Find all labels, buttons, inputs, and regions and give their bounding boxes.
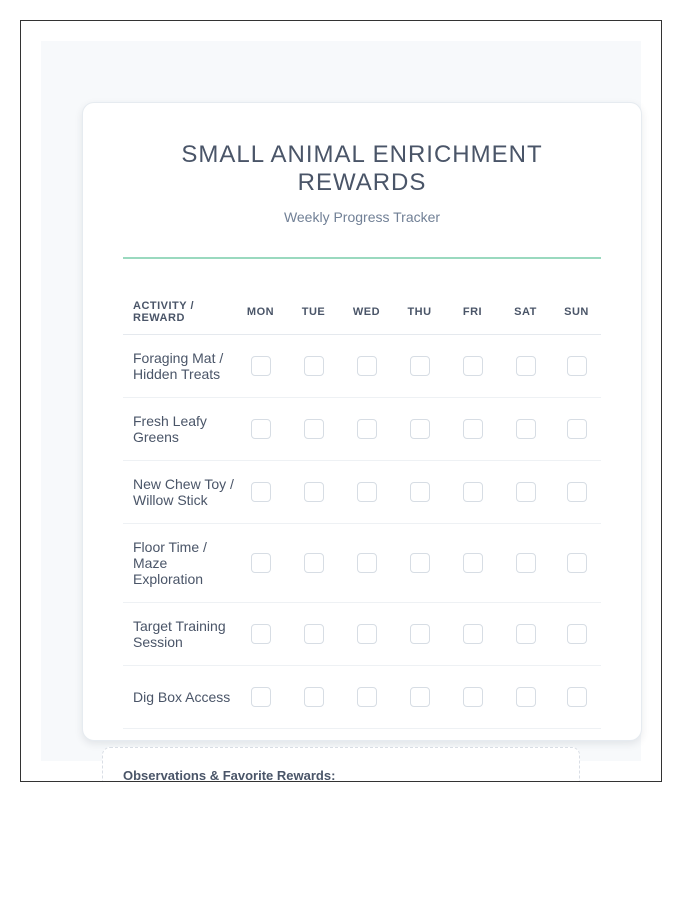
checkbox-wed[interactable]: [357, 553, 377, 573]
checkbox-sat[interactable]: [516, 624, 536, 644]
observations-notes-box[interactable]: [102, 747, 580, 782]
checkbox-thu[interactable]: [410, 687, 430, 707]
background-panel: [41, 41, 641, 761]
checkbox-wed[interactable]: [357, 687, 377, 707]
checkbox-mon[interactable]: [251, 482, 271, 502]
checkbox-sat[interactable]: [516, 482, 536, 502]
table-row: [123, 335, 601, 398]
tracker-card: [82, 102, 642, 741]
checkbox-wed[interactable]: [357, 482, 377, 502]
table-row: [123, 666, 601, 729]
day-header-sun: SUN: [552, 289, 601, 335]
checkbox-sun[interactable]: [567, 419, 587, 439]
checkbox-mon[interactable]: [251, 553, 271, 573]
checkbox-mon[interactable]: [251, 624, 271, 644]
checkbox-thu[interactable]: [410, 356, 430, 376]
activity-label: Foraging Mat / Hidden Treats: [123, 335, 234, 398]
checkbox-fri[interactable]: [463, 419, 483, 439]
checkbox-thu[interactable]: [410, 419, 430, 439]
day-header-wed: WED: [340, 289, 393, 335]
activity-label: Fresh Leafy Greens: [123, 398, 234, 461]
checkbox-wed[interactable]: [357, 624, 377, 644]
checkbox-sun[interactable]: [567, 356, 587, 376]
checkbox-thu[interactable]: [410, 482, 430, 502]
checkbox-fri[interactable]: [463, 356, 483, 376]
activity-column-header: ACTIVITY / REWARD: [123, 289, 234, 335]
checkbox-sun[interactable]: [567, 553, 587, 573]
checkbox-sat[interactable]: [516, 419, 536, 439]
table-row: [123, 461, 601, 524]
table-header-row: [123, 289, 601, 335]
day-header-thu: THU: [393, 289, 446, 335]
checkbox-tue[interactable]: [304, 419, 324, 439]
page-frame: [20, 20, 662, 782]
checkbox-sat[interactable]: [516, 553, 536, 573]
day-header-sat: SAT: [499, 289, 552, 335]
checkbox-fri[interactable]: [463, 687, 483, 707]
checkbox-sat[interactable]: [516, 687, 536, 707]
day-header-tue: TUE: [287, 289, 340, 335]
checkbox-fri[interactable]: [463, 482, 483, 502]
accent-divider: [123, 257, 601, 259]
checkbox-wed[interactable]: [357, 356, 377, 376]
activity-label: Dig Box Access: [123, 666, 234, 729]
checkbox-fri[interactable]: [463, 624, 483, 644]
day-header-mon: MON: [234, 289, 287, 335]
checkbox-mon[interactable]: [251, 687, 271, 707]
page-subtitle: Weekly Progress Tracker: [283, 209, 441, 225]
table-row: [123, 603, 601, 666]
table-row: [123, 398, 601, 461]
checkbox-tue[interactable]: [304, 356, 324, 376]
checkbox-tue[interactable]: [304, 687, 324, 707]
activity-label: New Chew Toy / Willow Stick: [123, 461, 234, 524]
checkbox-thu[interactable]: [410, 624, 430, 644]
observations-label: Observations & Favorite Rewards:: [123, 768, 336, 782]
checkbox-sun[interactable]: [567, 687, 587, 707]
checkbox-sat[interactable]: [516, 356, 536, 376]
checkbox-thu[interactable]: [410, 553, 430, 573]
checkbox-mon[interactable]: [251, 356, 271, 376]
activity-label: Target Training Session: [123, 603, 234, 666]
checkbox-tue[interactable]: [304, 553, 324, 573]
checkbox-fri[interactable]: [463, 553, 483, 573]
checkbox-tue[interactable]: [304, 482, 324, 502]
checkbox-wed[interactable]: [357, 419, 377, 439]
activity-label: Floor Time / Maze Exploration: [123, 524, 234, 603]
checkbox-sun[interactable]: [567, 482, 587, 502]
tracker-table: [123, 289, 601, 729]
page-title: SMALL ANIMAL ENRICHMENT REWARDS: [181, 141, 543, 196]
checkbox-sun[interactable]: [567, 624, 587, 644]
day-header-fri: FRI: [446, 289, 499, 335]
table-row: [123, 524, 601, 603]
checkbox-mon[interactable]: [251, 419, 271, 439]
checkbox-tue[interactable]: [304, 624, 324, 644]
